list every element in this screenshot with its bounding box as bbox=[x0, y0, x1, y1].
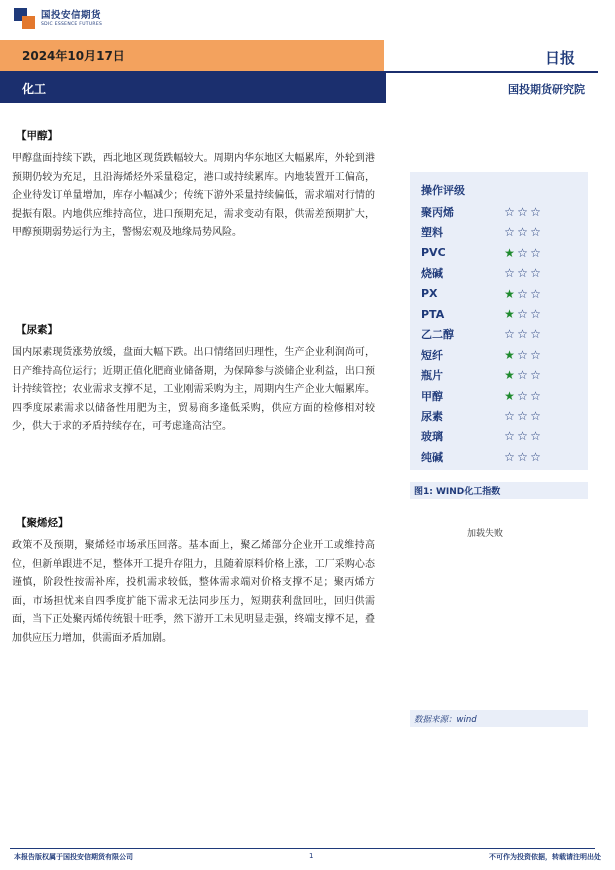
logo-icon bbox=[14, 8, 36, 30]
section-body-urea: 国内尿素现货涨势放缓，盘面大幅下跌。出口情绪回归理性，生产企业利润尚可，日产维持高位运行；近期正值化肥商业储备期，为保障参与淡储企业利益，出口预计持续管控；农业需求支撑不足，工业刚需采购为主，周期内生产企业大幅累库。四季度尿素需求以储备性用肥为主，贸易商多逢低采购，供应方面的检修相对较少，供大于求的矛盾持续存在，可考虑逢高沽空。 bbox=[12, 347, 375, 432]
star-empty-icon: ☆ bbox=[517, 327, 528, 342]
rating-product-name: PX bbox=[421, 287, 438, 301]
footer-copyright: 本报告版权属于国投安信期货有限公司 bbox=[14, 853, 133, 861]
rating-stars bbox=[503, 206, 542, 218]
star-empty-icon: ☆ bbox=[530, 286, 541, 301]
star-empty-icon: ☆ bbox=[530, 409, 541, 423]
rating-row bbox=[421, 222, 581, 242]
section-body-polyolefin: 政策不及预期，聚烯烃市场承压回落。基本面上，聚乙烯部分企业开工或维持高位，但新单跟进不足，整体开工提升存阻力，且随着原料价格上涨，工厂采购心态谨慎，阶段性按需补库，投机需求较低，整体需求端对价格支撑不足；聚丙烯方面，市场担忧来自四季度扩能下需求无法同步压力，短期获利盘回吐，回归供需面，当下正处聚丙烯传统银十旺季，然下游开工未见明显走强，终端支撑不足，叠加供应压力增加，供需面矛盾加剧。 bbox=[12, 540, 375, 644]
section-title-polyolefin: 【聚烯烃】 bbox=[16, 517, 69, 529]
star-empty-icon: ☆ bbox=[517, 266, 528, 281]
rating-stars bbox=[503, 451, 542, 463]
star-empty-icon: ☆ bbox=[504, 205, 515, 219]
figure-load-status: 加载失败 bbox=[467, 529, 504, 539]
rating-stars bbox=[503, 328, 542, 340]
star-empty-icon: ☆ bbox=[530, 388, 541, 403]
rating-row bbox=[421, 304, 581, 324]
star-empty-icon: ☆ bbox=[517, 286, 528, 301]
institute-name: 国投期货研究院 bbox=[508, 83, 585, 96]
star-empty-icon: ☆ bbox=[504, 327, 515, 342]
rating-row bbox=[421, 202, 581, 222]
star-empty-icon: ☆ bbox=[504, 449, 515, 464]
star-empty-icon: ☆ bbox=[530, 327, 541, 342]
star-filled-icon: ★ bbox=[504, 347, 515, 362]
star-empty-icon: ☆ bbox=[517, 205, 528, 219]
star-empty-icon: ☆ bbox=[530, 225, 541, 240]
footer-divider bbox=[10, 848, 595, 849]
rating-product-name: 尿素 bbox=[421, 410, 443, 423]
rating-stars bbox=[503, 288, 542, 300]
logo-cn-text: 国投安信期货 bbox=[41, 10, 102, 21]
rating-product-name: PTA bbox=[421, 307, 445, 321]
rating-stars bbox=[503, 247, 542, 259]
report-date: 2024年10月17日 bbox=[22, 49, 125, 63]
rating-product-name: 聚丙烯 bbox=[421, 206, 454, 219]
star-empty-icon: ☆ bbox=[517, 388, 528, 403]
rating-product-name: 甲醇 bbox=[421, 389, 443, 403]
figure-title: 图1: WIND化工指数 bbox=[414, 487, 501, 497]
rating-stars bbox=[503, 267, 542, 279]
star-empty-icon: ☆ bbox=[530, 266, 541, 281]
star-empty-icon: ☆ bbox=[530, 245, 541, 260]
star-filled-icon: ★ bbox=[504, 368, 515, 383]
section-title-urea: 【尿素】 bbox=[16, 324, 58, 336]
rating-product-name: 短纤 bbox=[421, 348, 443, 362]
rating-row bbox=[421, 324, 581, 344]
star-empty-icon: ☆ bbox=[530, 205, 541, 219]
star-filled-icon: ★ bbox=[504, 245, 515, 260]
rating-row bbox=[421, 447, 581, 467]
rating-product-name: 烧碱 bbox=[421, 267, 443, 281]
star-filled-icon: ★ bbox=[504, 388, 515, 403]
company-logo bbox=[14, 8, 102, 30]
rating-row bbox=[421, 426, 581, 446]
rating-stars bbox=[503, 226, 542, 238]
logo-en-text: SDIC ESSENCE FUTURES bbox=[41, 22, 103, 27]
sector-title: 化工 bbox=[22, 82, 47, 96]
star-empty-icon: ☆ bbox=[517, 449, 528, 464]
star-empty-icon: ☆ bbox=[530, 307, 541, 321]
star-empty-icon: ☆ bbox=[530, 368, 541, 383]
star-empty-icon: ☆ bbox=[504, 266, 515, 281]
star-empty-icon: ☆ bbox=[517, 307, 528, 321]
rating-product-name: 塑料 bbox=[421, 226, 443, 240]
footer-disclaimer: 不可作为投资依据，转载请注明出处 bbox=[489, 853, 601, 861]
figure-source: 数据来源：wind bbox=[414, 715, 477, 725]
section-title-methanol: 【甲醇】 bbox=[16, 130, 58, 142]
rating-product-name: 纯碱 bbox=[421, 450, 443, 464]
rating-row bbox=[421, 365, 581, 385]
star-empty-icon: ☆ bbox=[517, 347, 528, 362]
rating-product-name: 瓶片 bbox=[421, 369, 443, 383]
star-filled-icon: ★ bbox=[504, 307, 515, 321]
star-empty-icon: ☆ bbox=[530, 347, 541, 362]
rating-row bbox=[421, 284, 581, 304]
star-empty-icon: ☆ bbox=[530, 429, 541, 444]
rating-row bbox=[421, 263, 581, 283]
star-empty-icon: ☆ bbox=[517, 368, 528, 383]
section-body-methanol: 甲醇盘面持续下跌，西北地区现货跌幅较大。周期内华东地区大幅累库，外轮到港预期仍较为充足，且沿海烯烃外采量稳定，港口或持续累库。内地装置开工偏高，企业待发订单量增加，库存小幅减少；传统下游外采量持续偏低，需求端对行情的提振有限。内地供应维持高位，进口预期充足，需求变动有限，供需差预期扩大，甲醇预期弱势运行为主，警惕宏观及地缘局势风险。 bbox=[12, 153, 375, 238]
star-empty-icon: ☆ bbox=[517, 409, 528, 423]
rating-stars bbox=[503, 390, 542, 402]
rating-product-name: 乙二醇 bbox=[421, 328, 454, 342]
star-empty-icon: ☆ bbox=[504, 429, 515, 444]
star-filled-icon: ★ bbox=[504, 286, 515, 301]
rating-row bbox=[421, 406, 581, 426]
rating-product-name: 玻璃 bbox=[421, 430, 443, 444]
page-number: 1 bbox=[309, 852, 314, 860]
rating-stars bbox=[503, 369, 542, 381]
rating-stars bbox=[503, 308, 542, 320]
star-empty-icon: ☆ bbox=[504, 409, 515, 423]
rating-stars bbox=[503, 349, 542, 361]
rating-row bbox=[421, 345, 581, 365]
rating-stars bbox=[503, 410, 542, 422]
rating-row bbox=[421, 386, 581, 406]
star-empty-icon: ☆ bbox=[504, 225, 515, 240]
rating-product-name: PVC bbox=[421, 246, 446, 260]
star-empty-icon: ☆ bbox=[517, 245, 528, 260]
report-type: 日报 bbox=[544, 49, 575, 67]
rating-title: 操作评级 bbox=[421, 184, 465, 197]
star-empty-icon: ☆ bbox=[530, 449, 541, 464]
star-empty-icon: ☆ bbox=[517, 429, 528, 444]
rating-stars bbox=[503, 430, 542, 442]
rating-row bbox=[421, 243, 581, 263]
star-empty-icon: ☆ bbox=[517, 225, 528, 240]
